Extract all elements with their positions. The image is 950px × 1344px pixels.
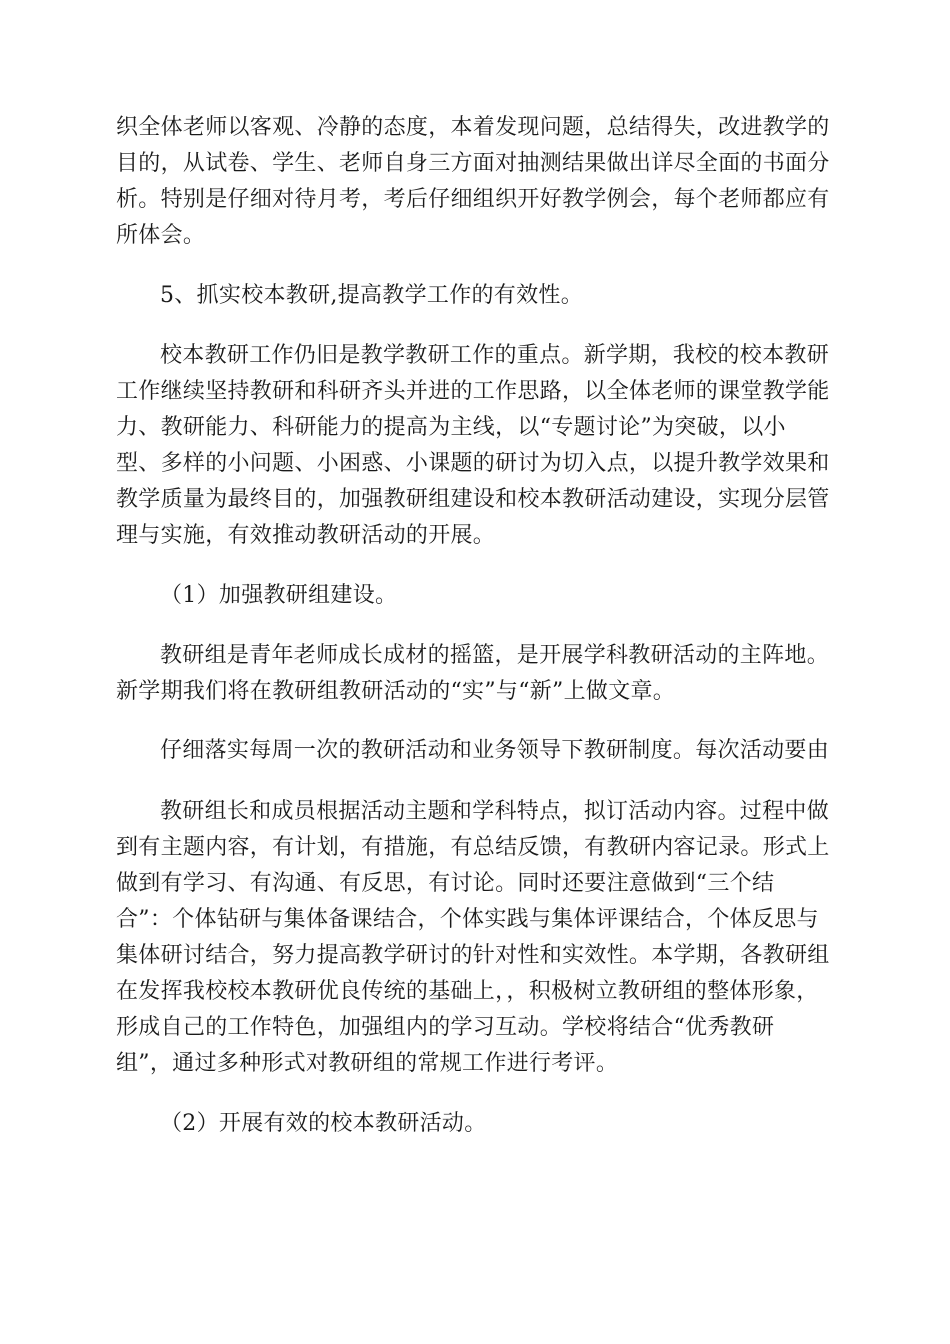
paragraph-line: 做到有学习、有沟通、有反思，有讨论。同时还要注意做到“三个结 xyxy=(116,871,775,896)
paragraph-line: 组”，通过多种形式对教研组的常规工作进行考评。 xyxy=(116,1051,619,1076)
paragraph-line: 到有主题内容，有计划，有措施，有总结反馈，有教研内容记录。形式上 xyxy=(116,835,830,860)
paragraph-line: 仔细落实每周一次的教研活动和业务领导下教研制度。每次活动要由 xyxy=(160,738,830,763)
paragraph-line: 合”：个体钻研与集体备课结合，个体实践与集体评课结合，个体反思与 xyxy=(116,907,819,932)
paragraph-line: 力、教研能力、科研能力的提高为主线，以“专题讨论”为突破，以小 xyxy=(116,415,786,440)
paragraph-line: 校本教研工作仍旧是教学教研工作的重点。新学期，我校的校本教研 xyxy=(160,343,830,368)
paragraph-line: 理与实施，有效推动教研活动的开展。 xyxy=(116,523,496,548)
paragraph-line: 新学期我们将在教研组教研活动的“实”与“新”上做文章。 xyxy=(116,679,676,704)
paragraph-line: 所体会。 xyxy=(116,223,206,248)
paragraph-line: 型、多样的小问题、小困惑、小课题的研讨为切入点，以提升教学效果和 xyxy=(116,451,830,476)
paragraph-line: 析。特别是仔细对待月考，考后仔细组织开好教学例会，每个老师都应有 xyxy=(116,187,830,212)
sub-heading: （2）开展有效的校本教研活动。 xyxy=(160,1111,487,1136)
paragraph-line: 在发挥我校校本教研优良传统的基础上，，积极树立教研组的整体形象， xyxy=(116,979,819,1004)
section-heading: 5、抓实校本教研,提高教学工作的有效性。 xyxy=(160,283,583,308)
sub-heading: （1）加强教研组建设。 xyxy=(160,583,398,608)
paragraph-line: 形成自己的工作特色，加强组内的学习互动。学校将结合“优秀教研 xyxy=(116,1015,775,1040)
paragraph-line: 目的，从试卷、学生、老师自身三方面对抽测结果做出详尽全面的书面分 xyxy=(116,151,830,176)
paragraph-line: 工作继续坚持教研和科研齐头并进的工作思路，以全体老师的课堂教学能 xyxy=(116,379,830,404)
paragraph-line: 教研组是青年老师成长成材的摇篮，是开展学科教研活动的主阵地。 xyxy=(160,643,830,668)
paragraph-line: 织全体老师以客观、冷静的态度，本着发现问题，总结得失，改进教学的 xyxy=(116,115,830,140)
paragraph-line: 集体研讨结合，努力提高教学研讨的针对性和实效性。本学期，各教研组 xyxy=(116,943,830,968)
paragraph-line: 教学质量为最终目的，加强教研组建设和校本教研活动建设，实现分层管 xyxy=(116,487,830,512)
paragraph-line: 教研组长和成员根据活动主题和学科特点，拟订活动内容。过程中做 xyxy=(160,799,830,824)
